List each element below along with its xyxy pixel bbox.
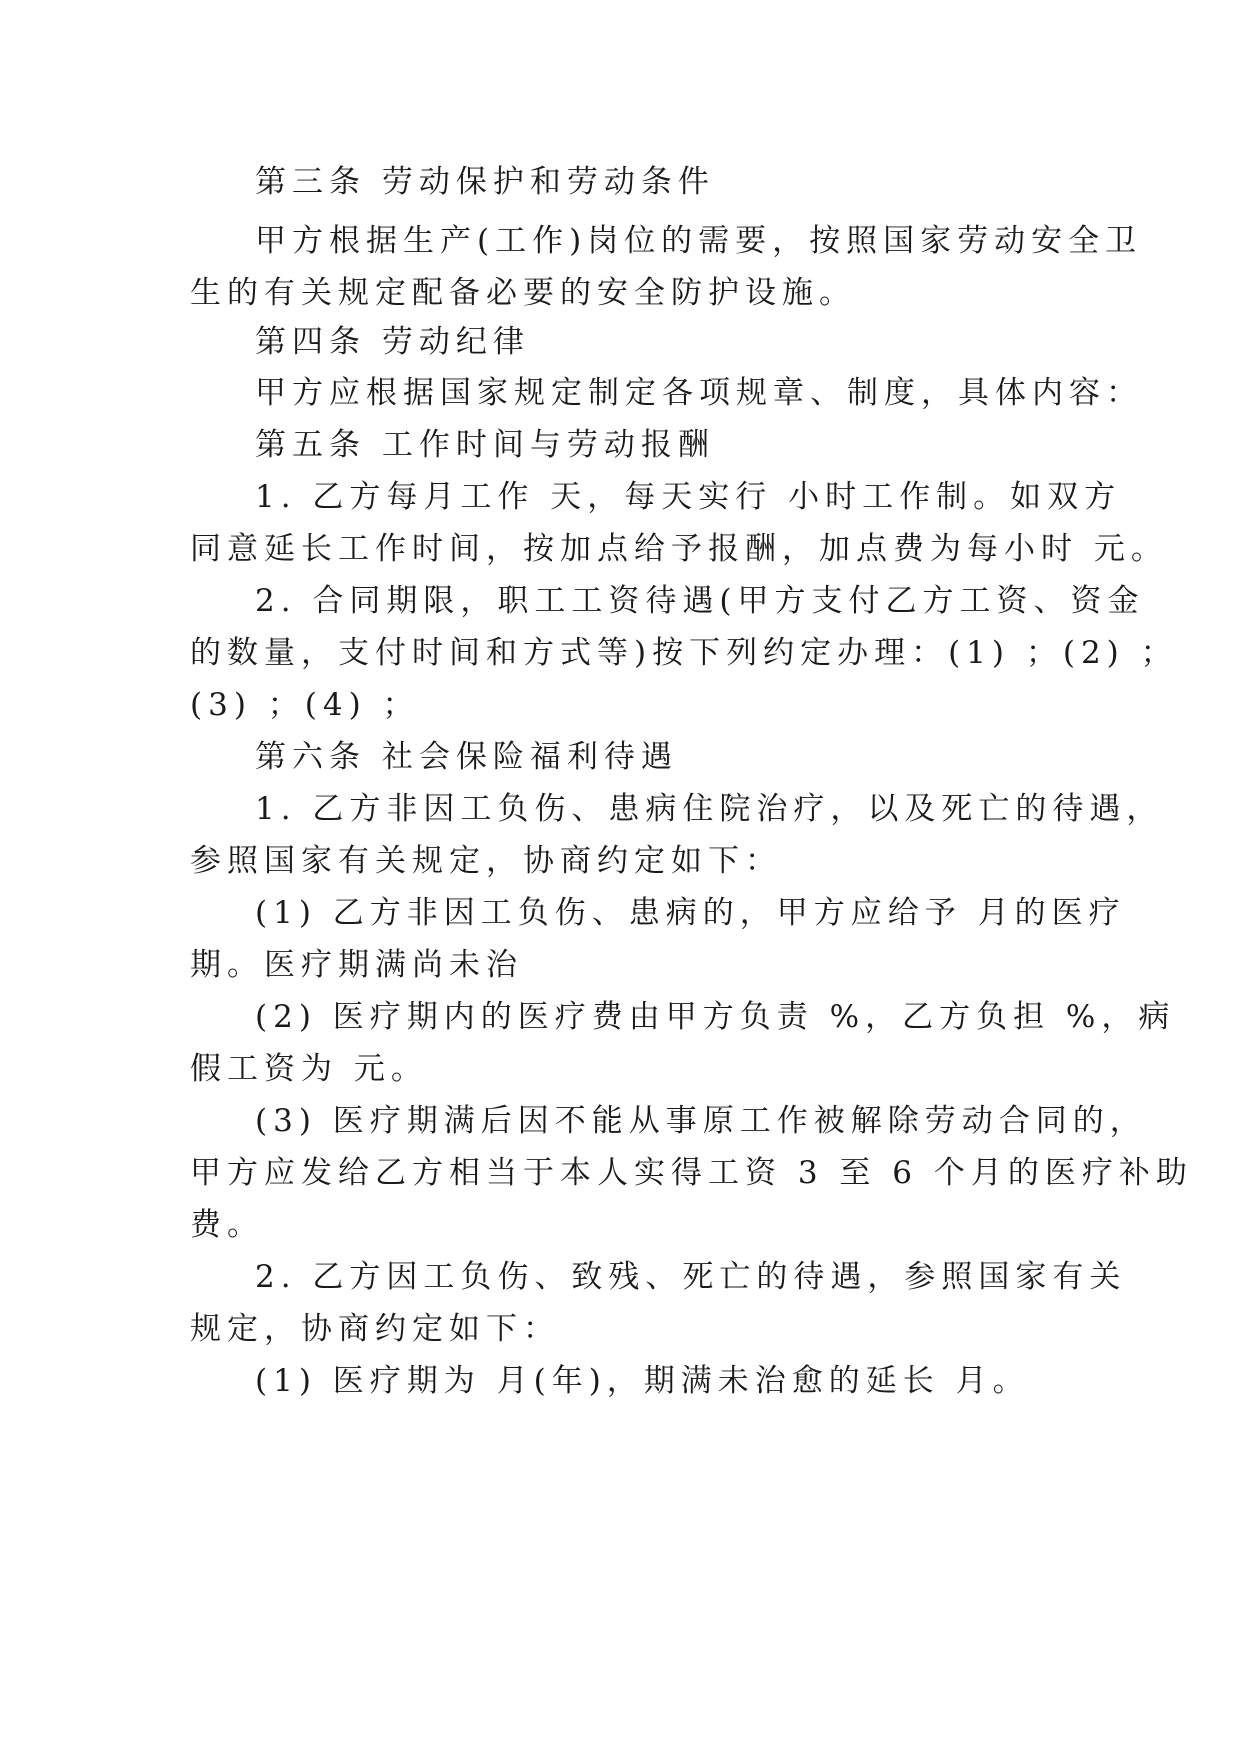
paragraph-line: (1) 乙方非因工负伤、患病的，甲方应给予 月的医疗: [255, 895, 1126, 931]
paragraph-line: 1. 乙方非因工负伤、患病住院治疗，以及死亡的待遇，: [255, 791, 1164, 827]
paragraph-line: 费。: [190, 1207, 264, 1243]
paragraph-line: 假工资为 元。: [190, 1051, 428, 1087]
paragraph-line: 参照国家有关规定，协商约定如下：: [190, 843, 782, 879]
article-6-heading: 第六条 社会保险福利待遇: [255, 739, 678, 775]
paragraph-line: 期。医疗期满尚未治: [190, 947, 523, 983]
paragraph-line: 1. 乙方每月工作 天，每天实行 小时工作制。如双方: [255, 479, 1122, 515]
paragraph-line: 生的有关规定配备必要的安全防护设施。: [190, 275, 856, 311]
paragraph-line: (1) 医疗期为 月(年)，期满未治愈的延长 月。: [255, 1363, 1030, 1399]
paragraph-line: 同意延长工作时间，按加点给予报酬，加点费为每小时 元。: [190, 531, 1168, 567]
paragraph-line: 2. 乙方因工负伤、致残、死亡的待遇，参照国家有关: [255, 1259, 1127, 1295]
paragraph-line: (3) 医疗期满后因不能从事原工作被解除劳动合同的，: [255, 1103, 1147, 1139]
paragraph-line: 规定，协商约定如下：: [190, 1311, 560, 1347]
article-4-heading: 第四条 劳动纪律: [255, 324, 530, 360]
paragraph-line: 甲方应发给乙方相当于本人实得工资 3 至 6 个月的医疗补助: [190, 1155, 1193, 1191]
paragraph-line: 2. 合同期限，职工工资待遇(甲方支付乙方工资、资金: [255, 583, 1145, 619]
paragraph-line: (3) ；(4) ；: [190, 687, 420, 723]
article-3-heading: 第三条 劳动保护和劳动条件: [255, 164, 715, 200]
paragraph-line: (2) 医疗期内的医疗费由甲方负责 %，乙方负担 %，病: [255, 999, 1176, 1035]
paragraph-line: 甲方根据生产(工作)岗位的需要，按照国家劳动安全卫: [255, 223, 1143, 259]
paragraph-line: 甲方应根据国家规定制定各项规章、制度，具体内容：: [255, 375, 1143, 411]
paragraph-line: 的数量，支付时间和方式等)按下列约定办理：(1) ；(2) ；: [190, 635, 1178, 671]
article-5-heading: 第五条 工作时间与劳动报酬: [255, 427, 715, 463]
